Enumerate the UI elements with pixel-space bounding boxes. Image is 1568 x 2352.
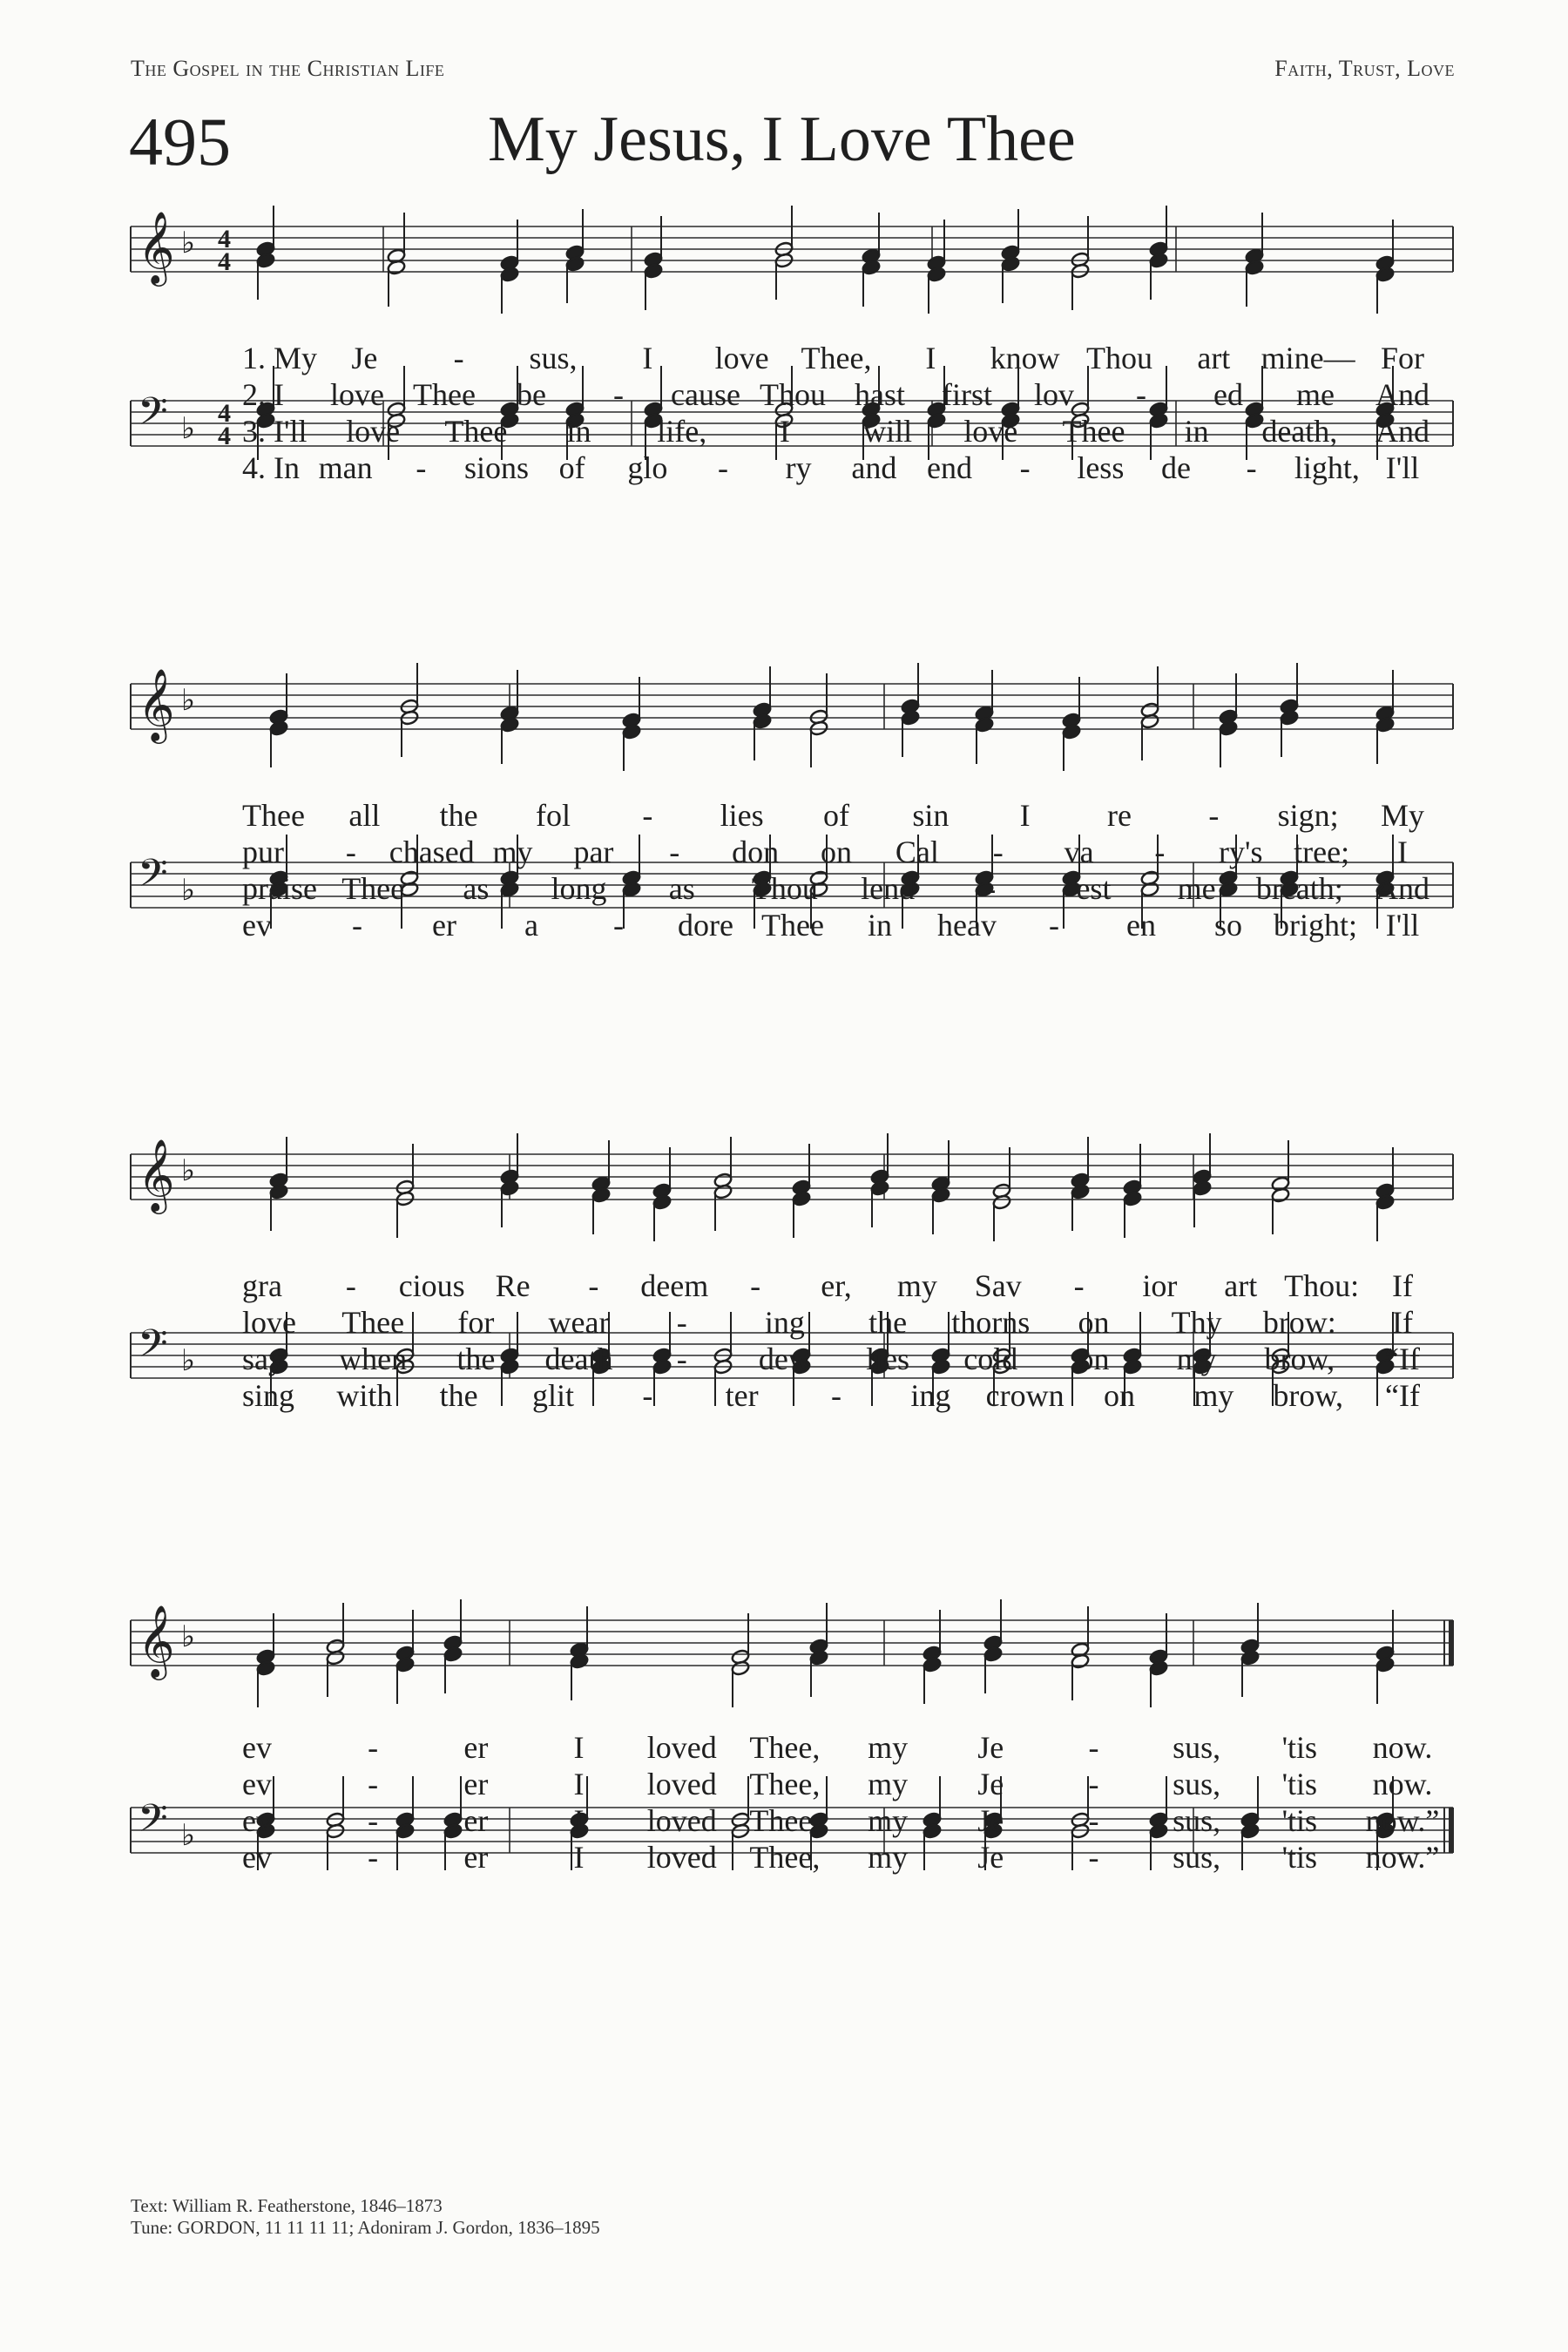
key-flat-icon: ♭	[181, 1619, 196, 1654]
lyric-syllable: all	[348, 798, 381, 833]
lyric-syllable: sign;	[1277, 798, 1339, 833]
lyric-syllable: -	[613, 908, 624, 943]
lyric-syllable: thorns	[951, 1305, 1031, 1340]
lyric-syllable: ev	[242, 1730, 272, 1765]
lyric-syllable: ing	[764, 1305, 805, 1340]
lyric-syllable: so	[1213, 908, 1243, 943]
lyric-syllable: on	[1104, 1378, 1135, 1413]
lyric-syllable: -	[368, 1767, 379, 1801]
lyric-syllable: -	[642, 1378, 653, 1413]
lyric-syllable: I	[573, 1767, 585, 1801]
lyric-syllable: in	[867, 908, 893, 943]
lyric-syllable: in	[1184, 414, 1209, 449]
lyric-syllable: Thee	[341, 1305, 405, 1340]
lyric-syllable: my	[1176, 1342, 1217, 1376]
lyric-syllable: And	[1375, 871, 1429, 906]
lyric-syllable: my	[896, 1268, 937, 1303]
lyric-syllable: my	[1193, 1378, 1234, 1413]
lyric-syllable: Thee,	[749, 1730, 821, 1765]
lyric-syllable: -	[1088, 1767, 1099, 1801]
lyric-syllable: don	[732, 835, 780, 869]
lyric-syllable: Je	[351, 341, 378, 375]
lyric-syllable: Thee,	[801, 341, 872, 375]
lyric-syllable: I	[779, 414, 790, 449]
lyric-syllable: a	[524, 908, 538, 943]
lyric-syllable: -	[453, 341, 464, 375]
lyric-syllable: sin	[912, 798, 950, 833]
lyric-syllable: er	[463, 1803, 489, 1838]
lyric-syllable: the	[439, 1378, 478, 1413]
lyric-syllable: ed	[1213, 377, 1243, 412]
lyric-syllable: ev	[242, 908, 272, 943]
lyric-syllable: me	[1177, 871, 1216, 906]
lyric-syllable: my	[868, 1840, 909, 1875]
lyric-syllable: 4. In	[242, 450, 300, 485]
lyric-syllable: 1. My	[242, 341, 318, 375]
lyric-syllable: -	[1208, 798, 1220, 833]
lyric-syllable: -	[1088, 1730, 1099, 1765]
lyric-syllable: Sav	[974, 1268, 1022, 1303]
lyric-syllable: deem	[640, 1268, 709, 1303]
lyric-syllable: cause	[671, 377, 740, 412]
lyric-syllable: -	[676, 1305, 687, 1340]
lyric-syllable: -	[1019, 450, 1031, 485]
lyric-syllable: I	[573, 1840, 585, 1875]
lyric-syllable: ry's	[1219, 835, 1263, 869]
lyric-syllable: Thou	[760, 377, 826, 412]
lyric-syllable: -	[676, 1342, 687, 1376]
lyric-syllable: “If	[1385, 1342, 1420, 1376]
lyric-syllable: -	[368, 1803, 379, 1838]
lyric-syllable: dore	[678, 908, 733, 943]
lyric-syllable: on	[1078, 1305, 1110, 1340]
lyric-syllable: life,	[657, 414, 707, 449]
lyric-syllable: first	[942, 377, 992, 412]
treble-clef-icon: 𝄞	[138, 667, 175, 740]
hymn-number: 495	[129, 104, 231, 179]
lyric-syllable: -	[352, 908, 362, 943]
lyric-syllable: -	[992, 835, 1004, 869]
lyric-syllable: on	[821, 835, 852, 869]
lyric-syllable: And	[1375, 414, 1429, 449]
lyric-syllable: Je	[977, 1803, 1004, 1838]
lyric-syllable: Thee	[242, 798, 305, 833]
lyric-syllable: 'tis	[1281, 1767, 1318, 1801]
lyric-syllable: I	[642, 341, 653, 375]
lyric-syllable: I	[925, 341, 936, 375]
lyric-syllable: If	[1392, 1268, 1413, 1303]
lyric-syllable: Je	[977, 1730, 1004, 1765]
tune-credit: Tune: GORDON, 11 11 11 11; Adoniram J. Gordon, 1836–1895	[131, 2217, 600, 2238]
lyric-syllable: I	[1397, 835, 1408, 869]
lyric-line-verse-2	[0, 1766, 1568, 1802]
lyric-syllable: Thee,	[749, 1840, 821, 1875]
key-flat-icon: ♭	[181, 226, 196, 260]
lyric-syllable: love	[714, 341, 769, 375]
lyric-syllable: -	[1049, 908, 1059, 943]
lyric-syllable: pur	[242, 835, 284, 869]
lyric-syllable: Thee	[761, 908, 824, 943]
lyric-syllable: Thee	[444, 414, 508, 449]
lyric-syllable: cious	[398, 1268, 465, 1303]
key-flat-icon: ♭	[181, 873, 196, 908]
lyric-syllable: Thee,	[749, 1803, 821, 1838]
lyric-syllable: 'tis	[1281, 1730, 1318, 1765]
lyric-syllable: Thee	[341, 871, 405, 906]
lyric-syllable: now.	[1372, 1767, 1433, 1801]
hymn-title: My Jesus, I Love Thee	[488, 104, 1076, 175]
lyric-syllable: ev	[242, 1840, 272, 1875]
lyric-syllable: cold	[963, 1342, 1018, 1376]
lyric-syllable: Re	[495, 1268, 531, 1303]
key-flat-icon: ♭	[181, 1818, 196, 1853]
lyric-syllable: love	[330, 377, 384, 412]
lyric-syllable: 'tis	[1281, 1840, 1318, 1875]
lyric-syllable: death	[544, 1342, 613, 1376]
lyric-syllable: er	[463, 1730, 489, 1765]
text-credit: Text: William R. Featherstone, 1846–1873	[131, 2195, 443, 2216]
lyric-syllable: -	[345, 1268, 356, 1303]
lyric-syllable: now.”	[1365, 1840, 1440, 1875]
bass-clef-icon: 𝄢	[138, 389, 168, 443]
lyric-syllable: long	[551, 871, 607, 906]
lyric-syllable: I'll	[1385, 450, 1420, 485]
lyric-syllable: My	[1380, 798, 1425, 833]
lyric-syllable: de	[1161, 450, 1191, 485]
lyric-syllable: dew	[758, 1342, 811, 1376]
lyric-syllable: bright;	[1274, 908, 1357, 943]
lyric-syllable: love	[346, 414, 401, 449]
key-flat-icon: ♭	[181, 411, 196, 446]
bass-clef-icon: 𝄢	[138, 1795, 168, 1850]
lyric-syllable: ing	[910, 1378, 951, 1413]
bass-clef-icon: 𝄢	[138, 1321, 168, 1375]
running-header-right: Faith, Trust, Love	[1274, 56, 1455, 81]
lyric-syllable: -	[368, 1840, 379, 1875]
lyric-syllable: “If	[1385, 1378, 1420, 1413]
lyric-syllable: sus,	[1173, 1730, 1221, 1765]
lyric-syllable: art	[1224, 1268, 1258, 1303]
lyric-syllable: for	[457, 1305, 495, 1340]
lyric-syllable: er	[432, 908, 456, 943]
key-flat-icon: ♭	[181, 1343, 196, 1378]
lyric-syllable: er,	[821, 1268, 852, 1303]
lyric-syllable: And	[1375, 377, 1429, 412]
lyric-syllable: be	[517, 377, 546, 412]
lyric-syllable: mine—	[1260, 341, 1355, 375]
lyric-syllable: lend	[861, 871, 916, 906]
lyric-syllable: Thee,	[749, 1767, 821, 1801]
lyric-syllable: now.	[1372, 1730, 1433, 1765]
lyric-syllable: re	[1107, 798, 1132, 833]
lyric-syllable: -	[613, 377, 624, 412]
lyric-syllable: -	[669, 835, 680, 869]
lyric-syllable: va	[1064, 835, 1094, 869]
lyric-syllable: I	[1019, 798, 1031, 833]
lyric-syllable: less	[1077, 450, 1125, 485]
lyric-syllable: brow,	[1264, 1342, 1335, 1376]
lyric-syllable: my	[868, 1803, 909, 1838]
lyric-syllable: loved	[646, 1767, 717, 1801]
lyric-syllable: er	[463, 1840, 489, 1875]
lyric-syllable: say	[242, 1342, 284, 1376]
lyric-syllable: me	[1296, 377, 1335, 412]
lyric-syllable: -	[1088, 1803, 1099, 1838]
lyric-syllable: -	[718, 450, 728, 485]
lyric-syllable: sus,	[1173, 1767, 1221, 1801]
lyric-syllable: loved	[646, 1803, 717, 1838]
lyric-line-verse-4	[0, 1839, 1568, 1876]
lyric-syllable: en	[1126, 908, 1156, 943]
time-signature-bottom: 4	[218, 422, 231, 450]
lyric-syllable: -	[985, 871, 997, 906]
lyric-syllable: art	[1197, 341, 1231, 375]
lyric-syllable: par	[573, 835, 614, 869]
lyric-syllable: -	[1246, 450, 1257, 485]
lyric-syllable: -	[416, 450, 427, 485]
lyric-syllable: of	[823, 798, 849, 833]
lyric-syllable: sus,	[1173, 1803, 1221, 1838]
lyric-syllable: my	[868, 1730, 909, 1765]
lyric-syllable: will	[863, 414, 913, 449]
lyric-syllable: end	[927, 450, 972, 485]
lyric-syllable: -	[368, 1730, 379, 1765]
lyric-syllable: hast	[855, 377, 905, 412]
lyric-syllable: -	[345, 835, 356, 869]
lyric-syllable: If	[1392, 1305, 1413, 1340]
lyric-syllable: Je	[977, 1767, 1004, 1801]
time-signature-bottom: 4	[218, 247, 231, 276]
lyric-syllable: -	[750, 1268, 761, 1303]
lyric-syllable: Thy	[1171, 1305, 1222, 1340]
treble-clef-icon: 𝄞	[138, 1138, 175, 1211]
lyric-syllable: lies	[866, 1342, 910, 1376]
lyric-syllable: sus,	[1173, 1840, 1221, 1875]
lyric-syllable: -	[1088, 1840, 1099, 1875]
lyric-syllable: Thee	[413, 377, 476, 412]
bass-clef-icon: 𝄢	[138, 850, 168, 905]
lyric-syllable: er	[463, 1767, 489, 1801]
lyric-syllable: est	[1076, 871, 1112, 906]
lyric-syllable: the	[868, 1305, 908, 1340]
lyric-syllable: -	[642, 798, 653, 833]
lyric-syllable: glit	[531, 1378, 575, 1413]
lyric-syllable: Thou	[1086, 341, 1152, 375]
key-flat-icon: ♭	[181, 1153, 196, 1188]
lyric-syllable: sions	[463, 450, 530, 485]
lyric-syllable: gra	[242, 1268, 282, 1303]
lyric-syllable: praise	[242, 871, 317, 906]
lyric-syllable: love	[242, 1305, 296, 1340]
lyric-syllable: of	[558, 450, 585, 485]
lyric-syllable: man	[318, 450, 373, 485]
lyric-syllable: ev	[242, 1767, 272, 1801]
lyric-syllable: brow,	[1273, 1378, 1343, 1413]
lyric-syllable: Thou	[751, 871, 818, 906]
lyric-syllable: wear	[548, 1305, 610, 1340]
lyric-syllable: lov	[1033, 377, 1075, 412]
lyric-syllable: the	[456, 1342, 496, 1376]
lyric-syllable: 3. I'll	[242, 414, 308, 449]
time-signature-top: 4	[218, 399, 231, 428]
lyric-syllable: 2. I	[242, 377, 284, 412]
lyric-syllable: death,	[1261, 414, 1338, 449]
key-flat-icon: ♭	[181, 683, 196, 718]
lyric-syllable: I	[573, 1803, 585, 1838]
lyric-syllable: ior	[1142, 1268, 1178, 1303]
lyric-line-verse-1	[0, 1729, 1568, 1766]
lyric-syllable: my	[492, 835, 533, 869]
lyric-syllable: crown	[985, 1378, 1064, 1413]
lyric-syllable: loved	[646, 1840, 717, 1875]
lyric-syllable: ry	[785, 450, 812, 485]
lyric-syllable: Je	[977, 1840, 1004, 1875]
lyric-syllable: light,	[1294, 450, 1360, 485]
lyric-syllable: fol	[536, 798, 571, 833]
lyric-syllable: brow:	[1262, 1305, 1336, 1340]
lyric-syllable: with	[336, 1378, 393, 1413]
lyric-syllable: love	[963, 414, 1018, 449]
treble-clef-icon: 𝄞	[138, 210, 175, 283]
lyric-syllable: Cal	[895, 835, 939, 869]
lyric-syllable: in	[566, 414, 591, 449]
lyric-syllable: -	[831, 1378, 841, 1413]
lyric-syllable: 'tis	[1281, 1803, 1318, 1838]
lyric-syllable: when	[339, 1342, 408, 1376]
treble-clef-icon: 𝄞	[138, 1604, 175, 1677]
lyric-syllable: heav	[937, 908, 997, 943]
lyric-syllable: sus,	[529, 341, 578, 375]
lyric-syllable: -	[1136, 377, 1146, 412]
lyric-syllable: tree;	[1294, 835, 1350, 869]
time-signature-top: 4	[218, 225, 231, 253]
lyric-syllable: on	[1078, 1342, 1110, 1376]
lyric-syllable: lies	[720, 798, 764, 833]
lyric-syllable: as	[668, 871, 695, 906]
lyric-syllable: sing	[242, 1378, 295, 1413]
lyric-syllable: breath;	[1255, 871, 1343, 906]
lyric-syllable: -	[1154, 835, 1166, 869]
running-header-left: The Gospel in the Christian Life	[131, 56, 445, 81]
lyric-syllable: I	[573, 1730, 585, 1765]
lyric-syllable: -	[588, 1268, 599, 1303]
lyric-syllable: the	[439, 798, 478, 833]
lyric-syllable: ev	[242, 1803, 272, 1838]
lyric-syllable: chased	[389, 835, 475, 869]
lyric-syllable: now.”	[1365, 1803, 1440, 1838]
lyric-syllable: ter	[725, 1378, 759, 1413]
lyric-syllable: my	[868, 1767, 909, 1801]
lyric-syllable: For	[1380, 341, 1425, 375]
lyric-syllable: as	[463, 871, 490, 906]
lyric-syllable: glo	[627, 450, 668, 485]
lyric-line-verse-3	[0, 1802, 1568, 1839]
lyric-syllable: know	[990, 341, 1060, 375]
lyric-syllable: Thee	[1062, 414, 1125, 449]
lyric-syllable: -	[1073, 1268, 1085, 1303]
lyric-syllable: loved	[646, 1730, 717, 1765]
lyric-syllable: and	[851, 450, 897, 485]
lyric-syllable: I'll	[1385, 908, 1420, 943]
lyric-syllable: Thou:	[1284, 1268, 1360, 1303]
